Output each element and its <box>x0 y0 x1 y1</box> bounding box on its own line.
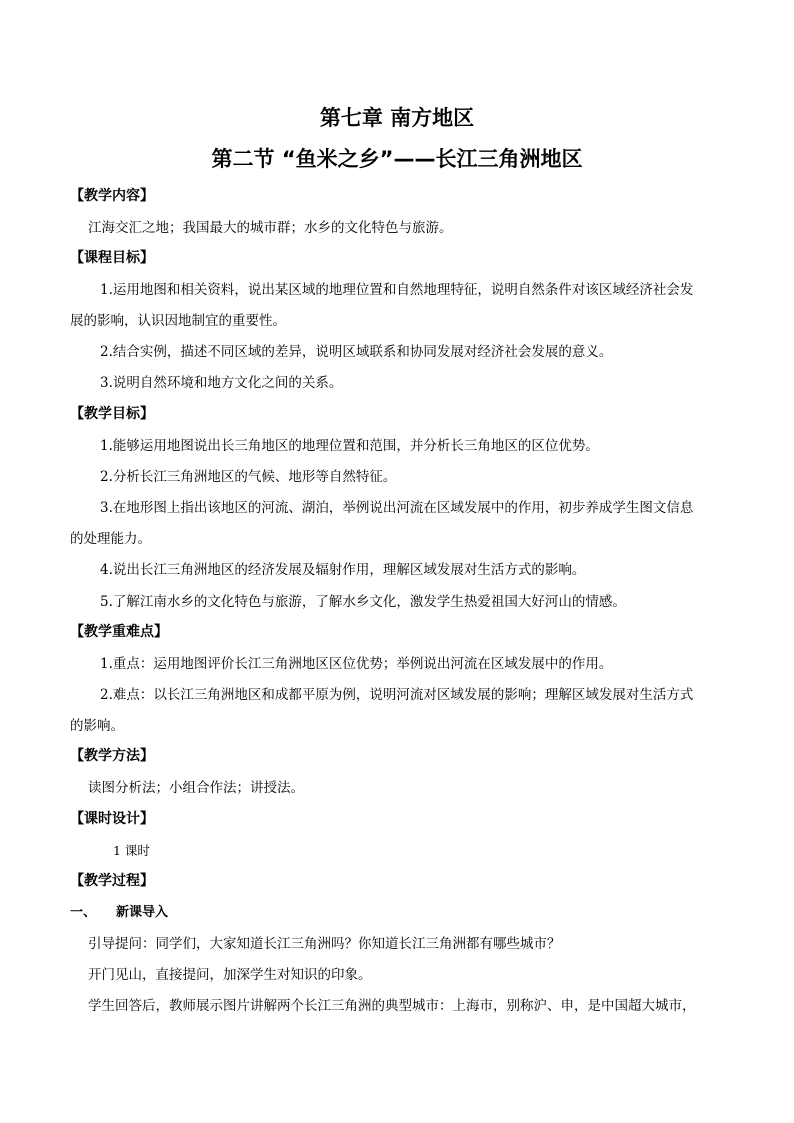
difficult-point-line-1: 2.难点：以长江三角洲地区和成都平原为例，说明河流对区域发展的影响；理解区域发展对生活方式 <box>100 687 694 703</box>
course-goal-2: 2.结合实例，描述不同区域的差异，说明区域联系和协同发展对经济社会发展的意义。 <box>100 344 613 360</box>
methods-heading: 【教学方法】 <box>70 748 154 764</box>
teaching-goal-2: 2.分析长江三角洲地区的气候、地形等自然特征。 <box>100 469 397 485</box>
difficult-point-line-2: 的影响。 <box>70 718 124 734</box>
process-para-1: 引导提问：同学们，大家知道长江三角洲吗？你知道长江三角洲都有哪些城市？ <box>88 936 561 952</box>
course-goal-3: 3.说明自然环境和地方文化之间的关系。 <box>100 375 343 391</box>
process-para-3: 学生回答后，教师展示图片讲解两个长江三角洲的典型城市：上海市，别称沪、申，是中国超大城市， <box>88 998 696 1014</box>
process-step-number: 一、 <box>70 905 97 920</box>
course-goal-1-line-1: 1.运用地图和相关资料，说出某区域的地理位置和自然地理特征，说明自然条件对该区域经济社会发 <box>100 282 694 298</box>
chapter-title: 第七章 南方地区 <box>319 106 475 130</box>
process-step-title: 新课导入 <box>116 905 169 920</box>
teaching-content-text: 江海交汇之地；我国最大的城市群；水乡的文化特色与旅游。 <box>88 220 453 236</box>
teaching-content-heading: 【教学内容】 <box>70 188 154 204</box>
course-goals-heading: 【课程目标】 <box>70 250 154 266</box>
key-point: 1.重点：运用地图评价长江三角洲地区区位优势；举例说出河流在区域发展中的作用。 <box>100 656 613 672</box>
process-heading: 【教学过程】 <box>70 873 154 889</box>
process-para-2: 开门见山，直接提问，加深学生对知识的印象。 <box>88 967 372 983</box>
teaching-goal-3-line-1: 3.在地形图上指出该地区的河流、湖泊，举例说出河流在区域发展中的作用，初步养成学生图文信息 <box>100 500 694 516</box>
course-goal-1-line-2: 展的影响，认识因地制宜的重要性。 <box>70 313 286 329</box>
class-hours-heading: 【课时设计】 <box>70 811 154 827</box>
teaching-goal-1: 1.能够运用地图说出长三角地区的地理位置和范围，并分析长三角地区的区位优势。 <box>100 438 599 454</box>
key-difficult-heading: 【教学重难点】 <box>70 624 168 640</box>
section-title: 第二节 “鱼米之乡”——长江三角洲地区 <box>211 147 583 171</box>
methods-text: 读图分析法；小组合作法；讲授法。 <box>88 780 304 796</box>
teaching-goal-4: 4.说出长江三角洲地区的经济发展及辐射作用，理解区域发展对生活方式的影响。 <box>100 562 586 578</box>
teaching-goal-3-line-2: 的处理能力。 <box>70 531 151 547</box>
class-hours-text: 1 课时 <box>113 843 150 858</box>
teaching-goals-heading: 【教学目标】 <box>70 406 154 422</box>
teaching-goal-5: 5.了解江南水乡的文化特色与旅游，了解水乡文化，激发学生热爱祖国大好河山的情感。 <box>100 594 626 610</box>
